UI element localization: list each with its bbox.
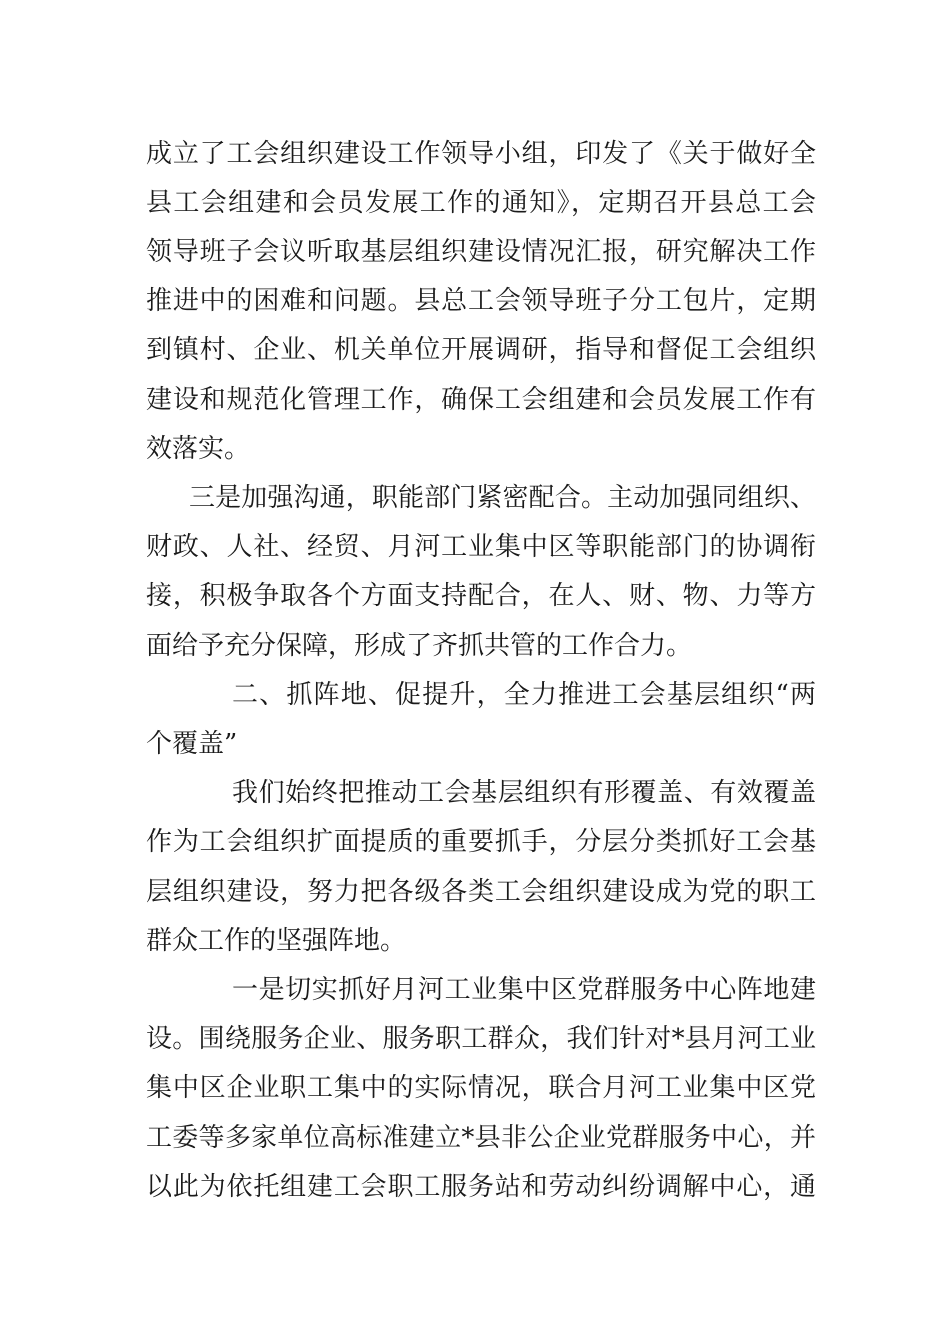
text-line-19: 设。围绕服务企业、服务职工群众，我们针对*县月河工业 bbox=[146, 1024, 816, 1054]
text-line-10: 接，积极争取各个方面支持配合，在人、财、物、力等方 bbox=[146, 581, 816, 611]
text-line-4: 推进中的困难和问题。县总工会领导班子分工包片，定期 bbox=[146, 286, 816, 316]
paragraph-intro-first-line: 我们始终把推动工会基层组织有形覆盖、有效覆盖 bbox=[232, 778, 816, 808]
paragraph-3-first-line: 三是加强沟通，职能部门紧密配合。主动加强同组织、 bbox=[189, 483, 816, 513]
section-heading-2: 二、抓阵地、促提升，全力推进工会基层组织“两 bbox=[232, 680, 816, 710]
text-line-22: 以此为依托组建工会职工服务站和劳动纠纷调解中心，通 bbox=[146, 1172, 816, 1202]
text-line-21: 工委等多家单位高标准建立*县非公企业党群服务中心，并 bbox=[146, 1123, 816, 1153]
text-line-11: 面给予充分保障，形成了齐抓共管的工作合力。 bbox=[146, 631, 693, 661]
text-line-2: 县工会组建和会员发展工作的通知》，定期召开县总工会 bbox=[146, 188, 816, 218]
text-line-7: 效落实。 bbox=[146, 434, 251, 464]
section-heading-2-continued: 个覆盖” bbox=[146, 729, 238, 759]
text-line-17: 群众工作的坚强阵地。 bbox=[146, 926, 407, 956]
text-line-9: 财政、人社、经贸、月河工业集中区等职能部门的协调衔 bbox=[146, 532, 816, 562]
text-line-16: 层组织建设，努力把各级各类工会组织建设成为党的职工 bbox=[146, 877, 816, 907]
text-line-5: 到镇村、企业、机关单位开展调研，指导和督促工会组织 bbox=[146, 335, 816, 365]
text-line-15: 作为工会组织扩面提质的重要抓手，分层分类抓好工会基 bbox=[146, 827, 816, 857]
text-line-1: 成立了工会组织建设工作领导小组，印发了《关于做好全 bbox=[146, 139, 816, 169]
text-line-20: 集中区企业职工集中的实际情况，联合月河工业集中区党 bbox=[146, 1073, 816, 1103]
text-line-3: 领导班子会议听取基层组织建设情况汇报，研究解决工作 bbox=[146, 237, 816, 267]
paragraph-item-1-first-line: 一是切实抓好月河工业集中区党群服务中心阵地建 bbox=[232, 975, 816, 1005]
text-line-6: 建设和规范化管理工作，确保工会组建和会员发展工作有 bbox=[146, 385, 816, 415]
